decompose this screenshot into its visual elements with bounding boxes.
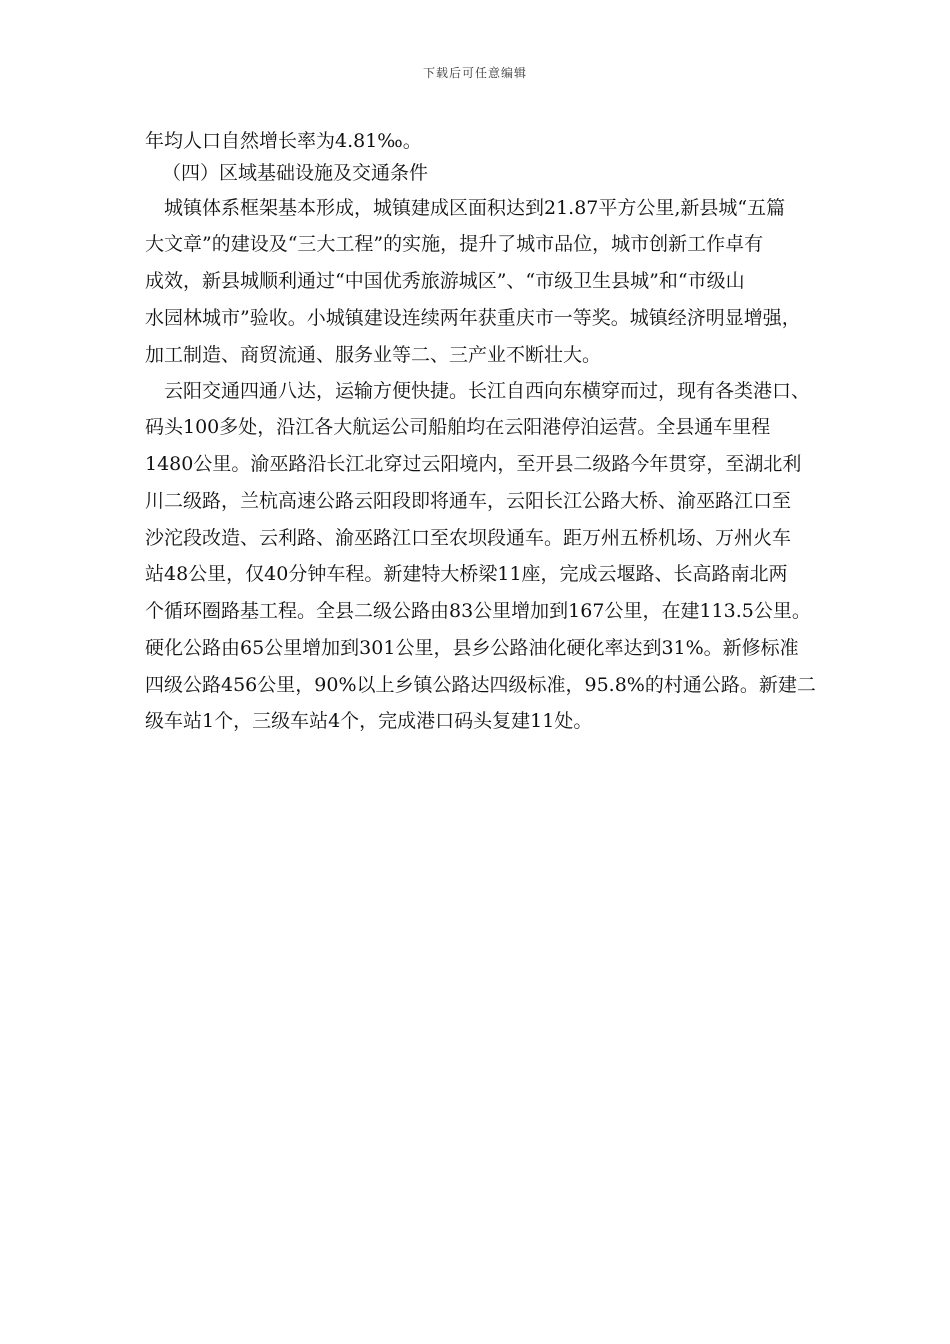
text-line: 个循环圈路基工程。全县二级公路由83公里增加到167公里，在建113.5公里。	[145, 600, 811, 622]
page-header: 下载后可任意编辑	[422, 66, 527, 80]
text-line: 成效，新县城顺利通过“中国优秀旅游城区”、“市级卫生县城”和“市级山	[145, 270, 745, 292]
text-line: 站48公里，仅40分钟车程。新建特大桥梁11座，完成云堰路、长高路南北两	[145, 563, 788, 585]
text-line: 年均人口自然增长率为4.81‰。	[145, 130, 422, 152]
text-line: 码头100多处，沿江各大航运公司船舶均在云阳港停泊运营。全县通车里程	[145, 416, 771, 438]
text-line: 水园林城市”验收。小城镇建设连续两年获重庆市一等奖。城镇经济明显增强，	[145, 307, 801, 329]
text-line: 沙沱段改造、云利路、渝巫路江口至农坝段通车。距万州五桥机场、万州火车	[145, 527, 792, 549]
text-line: 城镇体系框架基本形成，城镇建成区面积达到21.87平方公里,新县城“五篇	[164, 197, 786, 219]
text-line: 加工制造、商贸流通、服务业等二、三产业不断壮大。	[145, 344, 602, 366]
text-line: 大文章”的建设及“三大工程”的实施，提升了城市品位，城市创新工作卓有	[145, 233, 764, 255]
text-line: 川二级路，兰杭高速公路云阳段即将通车，云阳长江公路大桥、渝巫路江口至	[145, 490, 792, 512]
text-line: 级车站1个，三级车站4个，完成港口码头复建11处。	[145, 710, 593, 732]
text-line: 1480公里。渝巫路沿长江北穿过云阳境内，至开县二级路今年贯穿，至湖北利	[145, 453, 802, 475]
text-line: 硬化公路由65公里增加到301公里，县乡公路油化硬化率达到31%。新修标准	[145, 637, 799, 659]
text-line: 云阳交通四通八达，运输方便快捷。长江自西向东横穿而过，现有各类港口、	[164, 380, 811, 402]
section-heading: （四）区域基础设施及交通条件	[162, 162, 429, 184]
text-line: 四级公路456公里，90%以上乡镇公路达四级标准，95.8%的村通公路。新建二	[145, 674, 816, 696]
